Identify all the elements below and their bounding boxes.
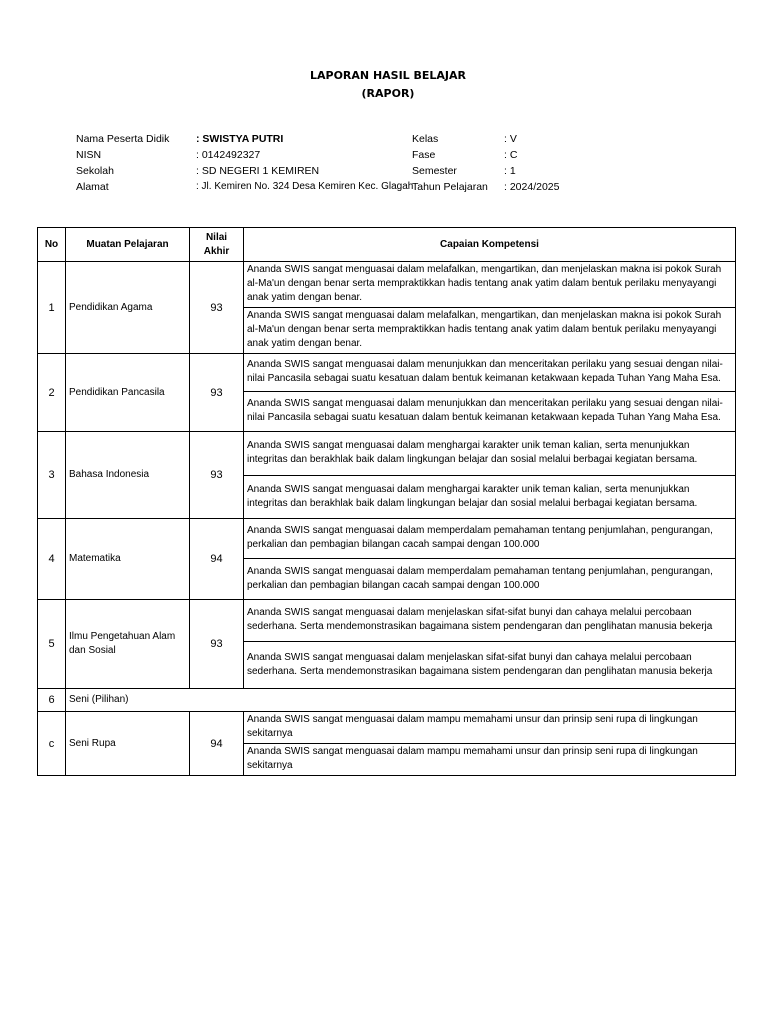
competency-text: Ananda SWIS sangat menguasai dalam menjelaskan sifat-sifat bunyi dan cahaya melalui percobaan sederhana. Serta mendemonstrasikan bagaimana sistem pendengaran dan penglihatan manusia bekerja	[244, 642, 736, 689]
table-row	[38, 600, 736, 642]
nisn-label: NISN	[76, 149, 102, 161]
table-row	[38, 262, 736, 308]
subject-name: Bahasa Indonesia	[66, 432, 190, 519]
table-row	[38, 712, 736, 744]
class-value: : V	[504, 133, 517, 145]
year-label: Tahun Pelajaran	[412, 181, 488, 193]
phase-label: Fase	[412, 149, 436, 161]
name-value: : SWISTYA PUTRI	[196, 133, 284, 145]
table-header-row	[38, 228, 736, 262]
final-score: 93	[190, 262, 244, 354]
school-value: : SD NEGERI 1 KEMIREN	[196, 165, 320, 177]
row-number: 3	[38, 432, 66, 519]
semester-value: : 1	[504, 165, 516, 177]
nisn-value: : 0142492327	[196, 149, 261, 161]
header-score-line2: Akhir	[203, 245, 230, 257]
competency-text: Ananda SWIS sangat menguasai dalam menunjukkan dan menceritakan perilaku yang sesuai dengan nilai-nilai Pancasila sebagai suatu kesatuan dalam bentuk keimanan ketakwaan kepada Tuhan Yang Maha Esa.	[244, 354, 736, 392]
phase-value: : C	[504, 149, 518, 161]
competency-text: Ananda SWIS sangat menguasai dalam melafalkan, mengartikan, dan menjelaskan makna isi pokok Surah al-Ma'un dengan benar serta mempraktikkan hadis tentang anak yatim dalam bentuk perilaku menyayangi anak yatim dengan benar.	[244, 308, 736, 354]
name-label: Nama Peserta Didik	[76, 133, 170, 145]
competency-text: Ananda SWIS sangat menguasai dalam menjelaskan sifat-sifat bunyi dan cahaya melalui percobaan sederhana. Serta mendemonstrasikan bagaimana sistem pendengaran dan penglihatan manusia bekerja	[244, 600, 736, 642]
row-number: 1	[38, 262, 66, 354]
address-label: Alamat	[76, 181, 109, 193]
header-score-line1: Nilai	[205, 231, 228, 243]
competency-text: Ananda SWIS sangat menguasai dalam mampu memahami unsur dan prinsip seni rupa di lingkungan sekitarnya	[244, 712, 736, 744]
final-score: 93	[190, 432, 244, 519]
final-score: 93	[190, 354, 244, 432]
competency-text: Ananda SWIS sangat menguasai dalam memperdalam pemahaman tentang penjumlahan, pengurangan, perkalian dan pembagian bilangan cacah sampai dengan 100.000	[244, 519, 736, 559]
section-row	[38, 689, 736, 712]
competency-text: Ananda SWIS sangat menguasai dalam mampu memahami unsur dan prinsip seni rupa di lingkungan sekitarnya	[244, 744, 736, 776]
subject-name: Matematika	[66, 519, 190, 600]
report-subtitle: (RAPOR)	[361, 87, 415, 100]
header-subject: Muatan Pelajaran	[66, 228, 190, 262]
grades-table	[37, 227, 736, 776]
table-row	[38, 354, 736, 392]
year-value: : 2024/2025	[504, 181, 560, 193]
final-score: 94	[190, 712, 244, 776]
final-score: 94	[190, 519, 244, 600]
final-score: 93	[190, 600, 244, 689]
competency-text: Ananda SWIS sangat menguasai dalam menunjukkan dan menceritakan perilaku yang sesuai dengan nilai-nilai Pancasila sebagai suatu kesatuan dalam bentuk keimanan ketakwaan kepada Tuhan Yang Maha Esa.	[244, 392, 736, 432]
competency-text: Ananda SWIS sangat menguasai dalam menghargai karakter unik teman kalian, serta menunjukkan integritas dan berakhlak baik dalam lingkungan belajar dan sosial melalui berbagai kegiatan bersama.	[244, 476, 736, 519]
table-row	[38, 519, 736, 559]
subject-name: Ilmu Pengetahuan Alam dan Sosial	[66, 600, 190, 689]
subject-name: Pendidikan Agama	[66, 262, 190, 354]
row-number: c	[38, 712, 66, 776]
report-title: LAPORAN HASIL BELAJAR	[309, 69, 467, 82]
header-competency: Capaian Kompetensi	[244, 228, 736, 262]
header-score	[190, 228, 244, 262]
semester-label: Semester	[412, 165, 457, 177]
header-no: No	[38, 228, 66, 262]
row-number: 2	[38, 354, 66, 432]
section-number: 6	[38, 689, 66, 712]
class-label: Kelas	[412, 133, 439, 145]
competency-text: Ananda SWIS sangat menguasai dalam memperdalam pemahaman tentang penjumlahan, pengurangan, perkalian dan pembagian bilangan cacah sampai dengan 100.000	[244, 559, 736, 600]
subject-name: Seni Rupa	[66, 712, 190, 776]
competency-text: Ananda SWIS sangat menguasai dalam menghargai karakter unik teman kalian, serta menunjukkan integritas dan berakhlak baik dalam lingkungan belajar dan sosial melalui berbagai kegiatan bersama.	[244, 432, 736, 476]
row-number: 5	[38, 600, 66, 689]
table-row	[38, 432, 736, 476]
subject-name: Pendidikan Pancasila	[66, 354, 190, 432]
section-label: Seni (Pilihan)	[66, 689, 736, 712]
school-label: Sekolah	[76, 165, 114, 177]
competency-text: Ananda SWIS sangat menguasai dalam melafalkan, mengartikan, dan menjelaskan makna isi pokok Surah al-Ma'un dengan benar serta mempraktikkan hadis tentang anak yatim dalam bentuk perilaku menyayangi anak yatim dengan benar.	[244, 262, 736, 308]
row-number: 4	[38, 519, 66, 600]
address-value: : Jl. Kemiren No. 324 Desa Kemiren Kec. Glagah	[196, 181, 414, 192]
